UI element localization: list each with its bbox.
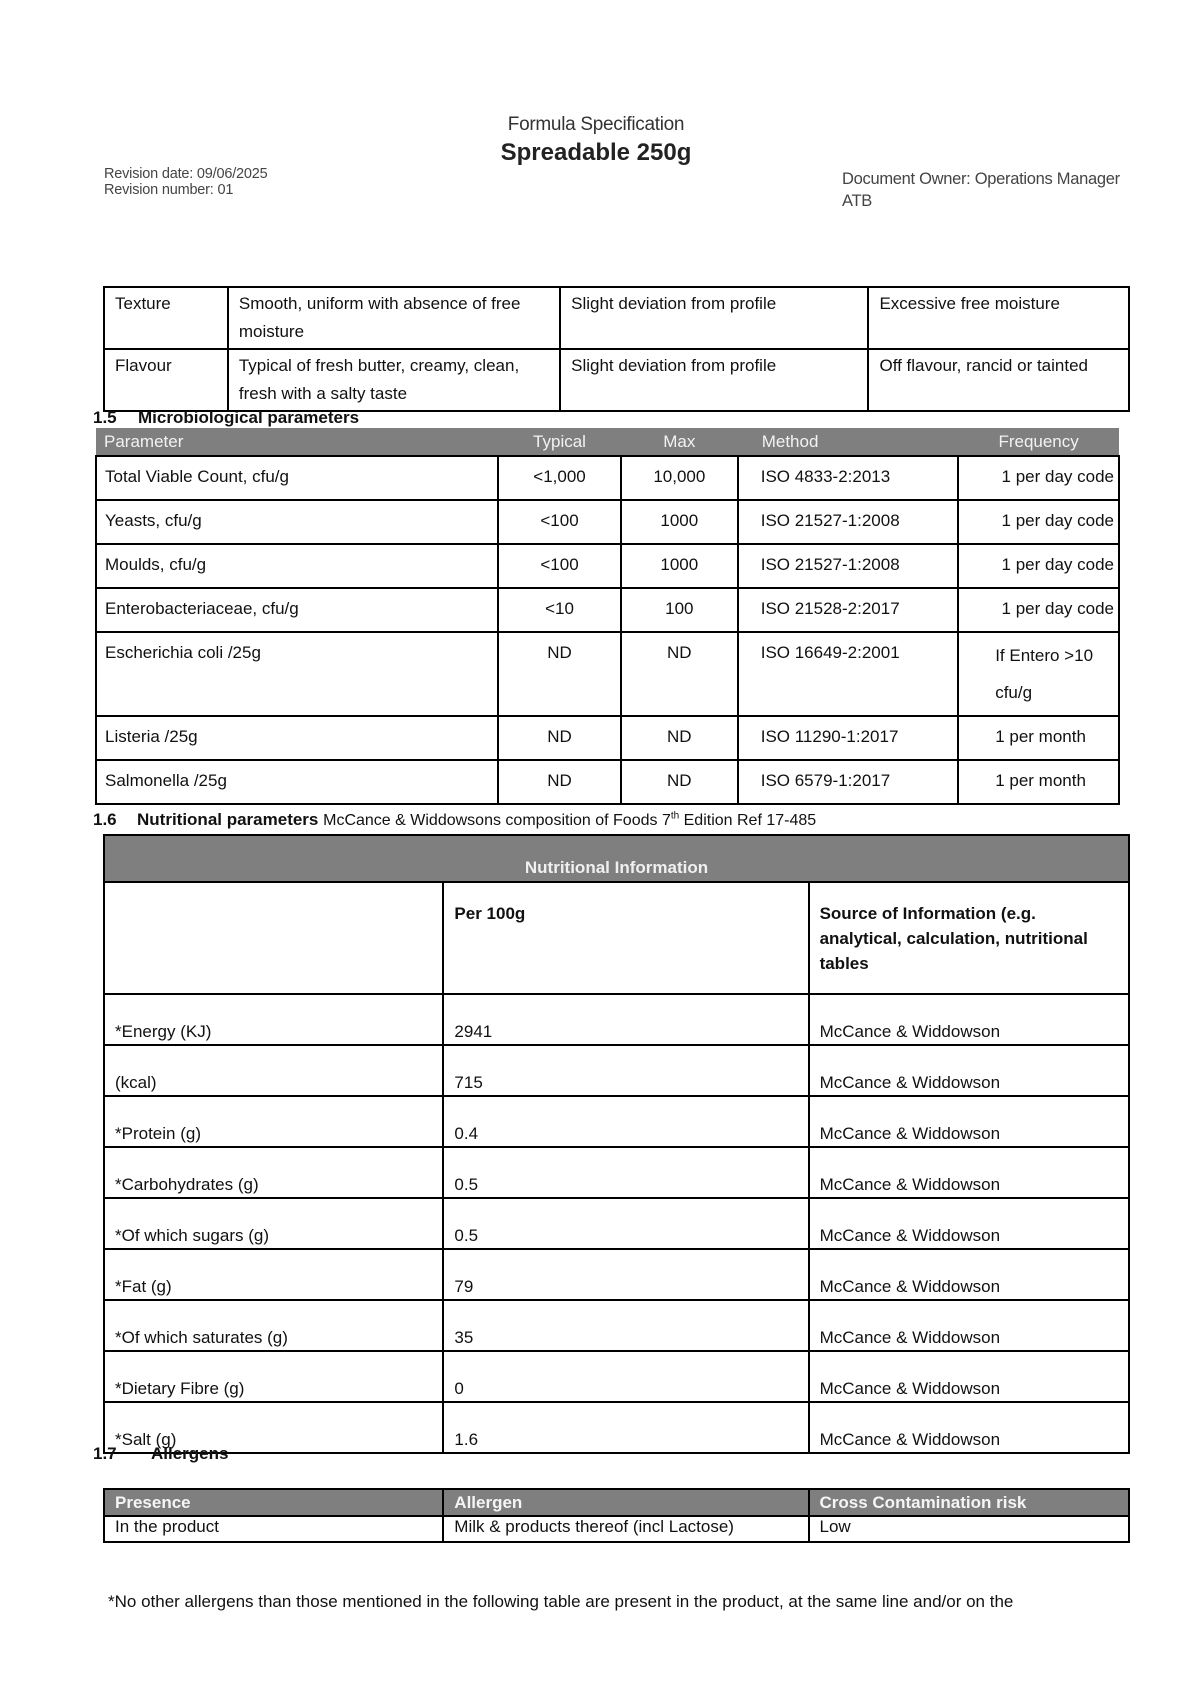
column-header: Per 100g — [443, 882, 808, 994]
table-row — [104, 1249, 1129, 1300]
parameter-cell: Moulds, cfu/g — [96, 544, 498, 588]
parameter-cell: Listeria /25g — [96, 716, 498, 760]
nutrient-cell: (kcal) — [104, 1045, 443, 1096]
max-cell: 1000 — [621, 500, 738, 544]
method-cell: ISO 11290-1:2017 — [738, 716, 958, 760]
method-cell: ISO 21527-1:2008 — [738, 544, 958, 588]
presence-cell: In the product — [104, 1516, 443, 1542]
table-row — [96, 632, 1119, 716]
value-cell: 35 — [443, 1300, 808, 1351]
section-number: 1.5 — [93, 408, 117, 427]
table-row — [104, 1300, 1129, 1351]
method-cell: ISO 21527-1:2008 — [738, 500, 958, 544]
max-cell: ND — [621, 760, 738, 804]
table-row — [104, 1351, 1129, 1402]
parameter-cell: Escherichia coli /25g — [96, 632, 498, 716]
sensory-target: Smooth, uniform with absence of free moisture — [228, 287, 560, 349]
table-row — [104, 1198, 1129, 1249]
nutrient-cell: *Carbohydrates (g) — [104, 1147, 443, 1198]
table-row — [104, 1096, 1129, 1147]
nutrition-banner: Nutritional Information — [104, 835, 1129, 882]
table-row — [104, 994, 1129, 1045]
source-cell: McCance & Widdowson — [809, 1249, 1129, 1300]
typical-cell: <100 — [498, 500, 621, 544]
value-cell: 0.5 — [443, 1147, 808, 1198]
frequency-cell: 1 per day code — [958, 456, 1119, 500]
column-header: Presence — [104, 1489, 443, 1516]
document-type: Formula Specification — [507, 114, 685, 135]
parameter-cell: Enterobacteriaceae, cfu/g — [96, 588, 498, 632]
source-cell: McCance & Widdowson — [809, 1096, 1129, 1147]
method-cell: ISO 4833-2:2013 — [738, 456, 958, 500]
max-cell: ND — [621, 716, 738, 760]
nutrition-reference — [323, 812, 816, 829]
nutrient-cell: *Of which sugars (g) — [104, 1198, 443, 1249]
reference-edition: Edition Ref 17-485 — [679, 812, 817, 829]
allergen-table — [103, 1488, 1130, 1543]
table-header-row — [104, 882, 1129, 994]
value-cell: 0 — [443, 1351, 808, 1402]
column-header: Parameter — [96, 428, 498, 456]
revision-date: Revision date: 09/06/2025 — [104, 166, 268, 182]
max-cell: 10,000 — [621, 456, 738, 500]
typical-cell: <10 — [498, 588, 621, 632]
source-cell: McCance & Widdowson — [809, 1198, 1129, 1249]
source-cell: McCance & Widdowson — [809, 1147, 1129, 1198]
max-cell: ND — [621, 632, 738, 716]
section-title: Microbiological parameters — [138, 408, 360, 427]
section-heading-micro — [93, 408, 359, 428]
value-cell: 0.4 — [443, 1096, 808, 1147]
column-header-empty — [104, 882, 443, 994]
max-cell: 1000 — [621, 544, 738, 588]
table-row — [104, 287, 1129, 349]
section-number: 1.7 — [93, 1444, 117, 1463]
frequency-cell: 1 per day code — [958, 544, 1119, 588]
section-heading-nutrition — [93, 810, 816, 830]
column-header: Source of Information (e.g. analytical, calculation, nutritional tables — [809, 882, 1129, 994]
parameter-cell: Total Viable Count, cfu/g — [96, 456, 498, 500]
parameter-cell: Salmonella /25g — [96, 760, 498, 804]
value-cell: 0.5 — [443, 1198, 808, 1249]
column-header: Cross Contamination risk — [809, 1489, 1130, 1516]
method-cell: ISO 16649-2:2001 — [738, 632, 958, 716]
table-banner-row — [104, 835, 1129, 882]
sensory-attribute: Texture — [104, 287, 228, 349]
value-cell: 2941 — [443, 994, 808, 1045]
method-cell: ISO 21528-2:2017 — [738, 588, 958, 632]
risk-cell: Low — [809, 1516, 1130, 1542]
section-number: 1.6 — [93, 810, 117, 829]
table-header-row — [104, 1489, 1129, 1516]
document-owner — [842, 168, 1120, 212]
nutrient-cell: *Energy (KJ) — [104, 994, 443, 1045]
typical-cell: ND — [498, 760, 621, 804]
frequency-cell: 1 per day code — [958, 500, 1119, 544]
nutrient-cell: *Of which saturates (g) — [104, 1300, 443, 1351]
sensory-table — [103, 286, 1130, 412]
nutrient-cell: *Dietary Fibre (g) — [104, 1351, 443, 1402]
revision-info — [104, 166, 268, 198]
sensory-attribute: Flavour — [104, 349, 228, 411]
section-title: Allergens — [151, 1444, 229, 1463]
table-row — [104, 1147, 1129, 1198]
product-title: Spreadable 250g — [500, 139, 692, 166]
sensory-reject: Excessive free moisture — [868, 287, 1129, 349]
nutrition-table — [103, 834, 1130, 1454]
owner-initials: ATB — [842, 192, 872, 210]
table-row — [104, 1516, 1129, 1542]
source-cell: McCance & Widdowson — [809, 1045, 1129, 1096]
microbiological-table — [95, 428, 1120, 805]
section-title: Nutritional parameters — [137, 810, 319, 829]
column-header: Frequency — [958, 428, 1119, 456]
value-cell: 79 — [443, 1249, 808, 1300]
table-row — [96, 716, 1119, 760]
value-cell: 715 — [443, 1045, 808, 1096]
column-header: Max — [621, 428, 738, 456]
source-cell: McCance & Widdowson — [809, 1351, 1129, 1402]
sensory-minor: Slight deviation from profile — [560, 349, 868, 411]
sensory-target: Typical of fresh butter, creamy, clean, fresh with a salty taste — [228, 349, 560, 411]
column-header: Method — [738, 428, 958, 456]
allergen-footnote: *No other allergens than those mentioned in the following table are present in the product, at the same line and/or on the — [108, 1592, 1014, 1611]
table-header-row — [96, 428, 1119, 456]
source-cell: McCance & Widdowson — [809, 1402, 1129, 1453]
nutrient-cell: *Salt (g) — [104, 1402, 443, 1453]
sensory-reject: Off flavour, rancid or tainted — [868, 349, 1129, 411]
table-row — [96, 544, 1119, 588]
reference-text: McCance & Widdowsons composition of Foods 7 — [323, 812, 671, 829]
table-row — [104, 1402, 1129, 1453]
frequency-cell: 1 per month — [958, 760, 1119, 804]
method-cell: ISO 6579-1:2017 — [738, 760, 958, 804]
section-heading-allergens — [93, 1444, 228, 1464]
source-cell: McCance & Widdowson — [809, 1300, 1129, 1351]
allergen-cell: Milk & products thereof (incl Lactose) — [443, 1516, 808, 1542]
frequency-cell: If Entero >10 cfu/g — [958, 632, 1119, 716]
value-cell: 1.6 — [443, 1402, 808, 1453]
frequency-cell: 1 per day code — [958, 588, 1119, 632]
typical-cell: ND — [498, 632, 621, 716]
table-row — [96, 588, 1119, 632]
max-cell: 100 — [621, 588, 738, 632]
typical-cell: <1,000 — [498, 456, 621, 500]
reference-superscript: th — [670, 810, 680, 822]
sensory-minor: Slight deviation from profile — [560, 287, 868, 349]
nutrient-cell: *Fat (g) — [104, 1249, 443, 1300]
source-cell: McCance & Widdowson — [809, 994, 1129, 1045]
table-row — [104, 349, 1129, 411]
frequency-cell: 1 per month — [958, 716, 1119, 760]
column-header: Typical — [498, 428, 621, 456]
table-row — [96, 456, 1119, 500]
typical-cell: ND — [498, 716, 621, 760]
parameter-cell: Yeasts, cfu/g — [96, 500, 498, 544]
column-header: Allergen — [443, 1489, 808, 1516]
typical-cell: <100 — [498, 544, 621, 588]
table-row — [96, 500, 1119, 544]
table-row — [96, 760, 1119, 804]
table-row — [104, 1045, 1129, 1096]
owner-role: Document Owner: Operations Manager — [842, 170, 1120, 188]
revision-number: Revision number: 01 — [104, 182, 234, 198]
nutrient-cell: *Protein (g) — [104, 1096, 443, 1147]
